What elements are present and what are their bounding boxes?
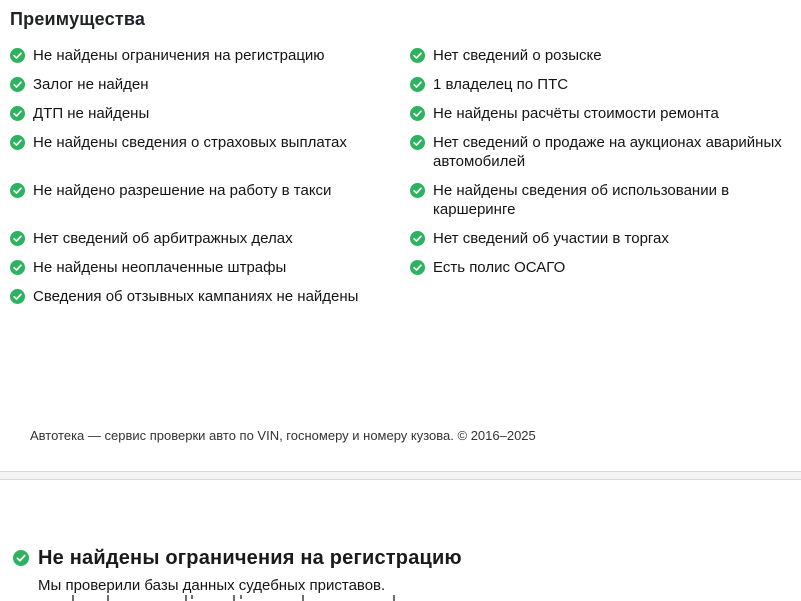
advantage-item-label: Не найдены расчёты стоимости ремонта [433, 105, 719, 122]
check-circle-icon [410, 135, 425, 150]
check-circle-icon [10, 106, 25, 121]
advantage-item [410, 133, 791, 171]
advantage-item-empty [410, 287, 791, 306]
check-circle-icon [10, 260, 25, 275]
advantages-title: Преимущества [10, 9, 146, 29]
check-circle-icon [10, 77, 25, 92]
advantage-item [10, 46, 410, 65]
check-circle-icon [10, 48, 25, 63]
advantage-item-label: Не найдено разрешение на работу в такси [33, 182, 332, 199]
advantage-item-label: Не найдены сведения об использовании в каршеринге [433, 182, 730, 218]
advantage-item-label: Есть полис ОСАГО [433, 259, 566, 276]
check-circle-icon [410, 77, 425, 92]
check-circle-icon [410, 48, 425, 63]
advantage-item-label: Не найдены ограничения на регистрацию [33, 47, 325, 64]
advantage-item [10, 287, 410, 306]
advantage-item [10, 133, 410, 171]
check-circle-icon [410, 260, 425, 275]
check-circle-icon [10, 135, 25, 150]
advantage-item [410, 75, 791, 94]
advantage-item [410, 104, 791, 123]
detail-section-header [13, 546, 783, 570]
advantage-item [10, 181, 410, 219]
advantage-item-label: Нет сведений об участии в торгах [433, 230, 669, 247]
check-circle-icon [410, 231, 425, 246]
advantages-grid [10, 46, 791, 306]
advantage-item-label: Нет сведений об арбитражных делах [33, 230, 293, 247]
check-circle-icon [10, 183, 25, 198]
advantage-item-label: Залог не найден [33, 76, 149, 93]
advantage-item-label: Нет сведений о розыске [433, 47, 602, 64]
advantage-item [10, 258, 410, 277]
advantage-item-label: Сведения об отзывных кампаниях не найдены [33, 288, 359, 305]
check-circle-icon [13, 550, 29, 566]
detail-section [13, 546, 783, 595]
advantages-section [10, 10, 791, 306]
advantage-item-label: Не найдены сведения о страховых выплатах [33, 134, 347, 151]
detail-section-description: Мы проверили базы данных судебных приставов. [38, 577, 386, 594]
advantage-item [410, 181, 791, 219]
advantage-item-label: Нет сведений о продаже на аукционах аварийных автомобилей [433, 134, 782, 170]
clipped-next-text-line [38, 595, 438, 601]
check-circle-icon [10, 289, 25, 304]
advantage-item [410, 258, 791, 277]
check-circle-icon [410, 183, 425, 198]
advantage-item-label: ДТП не найдены [33, 105, 150, 122]
section-divider [0, 471, 801, 480]
service-copyright-text: Автотека — сервис проверки авто по VIN, госномеру и номеру кузова. © 2016–2025 [30, 428, 536, 443]
advantage-item [410, 229, 791, 248]
check-circle-icon [10, 231, 25, 246]
advantage-item-label: Не найдены неоплаченные штрафы [33, 259, 287, 276]
advantage-item [10, 75, 410, 94]
advantage-item [10, 229, 410, 248]
check-circle-icon [410, 106, 425, 121]
detail-section-title: Не найдены ограничения на регистрацию [38, 547, 462, 569]
advantage-item [10, 104, 410, 123]
advantage-item [410, 46, 791, 65]
advantage-item-label: 1 владелец по ПТС [433, 76, 569, 93]
